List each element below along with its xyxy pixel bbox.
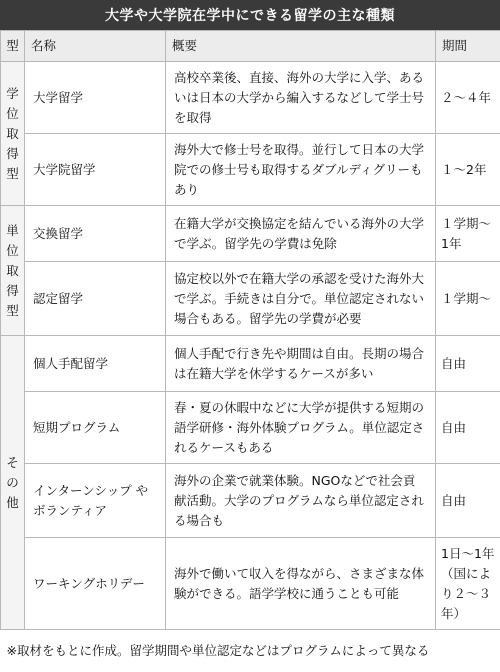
row-desc: 海外で働いて収入を得ながら、さまざまな体験ができる。語学学校に通うことも可能 [166, 538, 436, 630]
group-credit-label [1, 221, 24, 321]
group-label-char: 取 [6, 125, 19, 141]
table-row [1, 538, 500, 630]
row-duration: 自由 [436, 336, 500, 392]
row-duration: １学期～ [436, 262, 500, 336]
row-name: インターンシップ やボランティア [25, 464, 166, 538]
row-name: 大学院留学 [25, 134, 166, 206]
row-duration: ２～４年 [436, 62, 500, 134]
row-desc: 春・夏の休暇中などに大学が提供する短期の語学研修・海外体験プログラム。単位認定されるケースもある [166, 392, 436, 464]
row-duration: １～2年 [436, 134, 500, 206]
group-label-char: 他 [6, 494, 19, 510]
group-other [1, 336, 25, 630]
group-label-char: の [6, 474, 19, 490]
row-duration: 自由 [436, 392, 500, 464]
row-name: 個人手配留学 [25, 336, 166, 392]
table-row [1, 336, 500, 392]
group-degree [1, 62, 25, 206]
study-abroad-types-table [0, 30, 500, 672]
table-row [1, 134, 500, 206]
row-name: 大学留学 [25, 62, 166, 134]
table-title: 大学や大学院在学中にできる留学の主な種類 [0, 0, 500, 30]
row-desc: 在籍大学が交換協定を結んでいる海外の大学で学ぶ。留学先の学費は免除 [166, 206, 436, 262]
group-label-char: 取 [6, 262, 19, 278]
row-desc: 海外大で修士号を取得。並行して日本の大学院での修士号も取得するダブルディグリーもあり [166, 134, 436, 206]
header-type: 型 [1, 31, 25, 62]
group-credit [1, 206, 25, 336]
footnote: ※取材をもとに作成。留学期間や単位認定などはプログラムによって異なる [1, 630, 500, 672]
group-other-label [1, 453, 24, 513]
row-name: 短期プログラム [25, 392, 166, 464]
header-duration: 期間 [436, 31, 500, 62]
group-label-char: 得 [6, 145, 19, 161]
table-row [1, 262, 500, 336]
row-desc: 高校卒業後、直接、海外の大学に入学、あるいは日本の大学から編入するなどして学士号を取得 [166, 62, 436, 134]
group-label-char: 位 [6, 105, 19, 121]
group-label-char: そ [6, 454, 19, 470]
row-duration: １学期～1年 [436, 206, 500, 262]
table-row [1, 464, 500, 538]
group-label-char: 単 [6, 222, 19, 238]
row-duration: 自由 [436, 464, 500, 538]
note-row [1, 630, 500, 672]
row-name: 認定留学 [25, 262, 166, 336]
row-duration: 1日～1年（国により２～３年） [436, 538, 500, 630]
header-name: 名称 [25, 31, 166, 62]
row-name: 交換留学 [25, 206, 166, 262]
row-desc: 協定校以外で在籍大学の承認を受けた海外大で学ぶ。手続きは自分で。単位認定されない場合もある。留学先の学費が必要 [166, 262, 436, 336]
row-desc: 個人手配で行き先や期間は自由。長期の場合は在籍大学を休学するケースが多い [166, 336, 436, 392]
group-label-char: 型 [6, 302, 19, 318]
header-row [1, 31, 500, 62]
table-row [1, 206, 500, 262]
row-name: ワーキングホリデー [25, 538, 166, 630]
table-row [1, 392, 500, 464]
row-desc: 海外の企業で就業体験。NGOなどで社会貢献活動。大学のプログラムなら単位認定される場合も [166, 464, 436, 538]
group-label-char: 型 [6, 165, 19, 181]
group-label-char: 学 [6, 85, 19, 101]
table-row [1, 62, 500, 134]
group-degree-label [1, 84, 24, 184]
group-label-char: 得 [6, 282, 19, 298]
header-desc: 概要 [166, 31, 436, 62]
group-label-char: 位 [6, 242, 19, 258]
